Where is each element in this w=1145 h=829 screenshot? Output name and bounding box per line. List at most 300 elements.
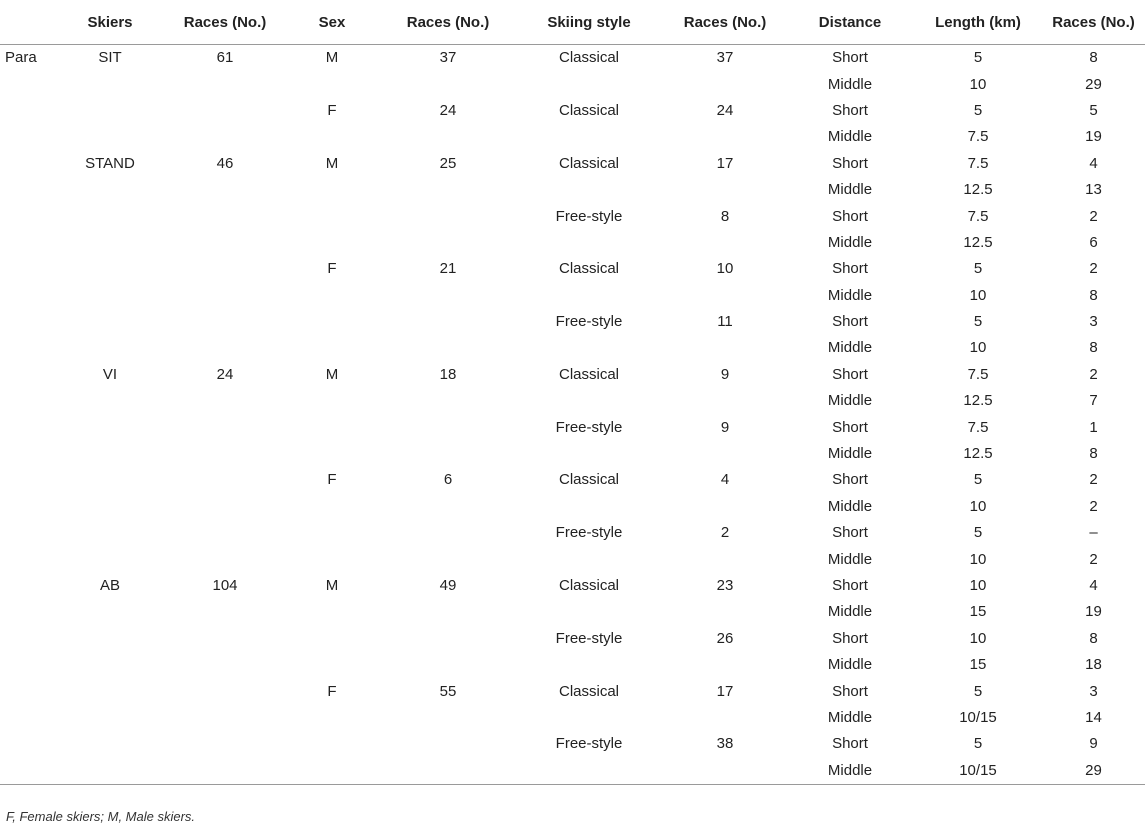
cell-col-distance: Short xyxy=(832,682,868,700)
cell-col-length: 5 xyxy=(973,101,983,119)
cell-col-distance: Short xyxy=(832,471,868,489)
cell-col-skiing-style: Free-style xyxy=(555,418,623,436)
cell-col-skiers-races xyxy=(168,177,282,203)
cell-col-skiers-races xyxy=(168,494,282,520)
cell-col-style-races: 23 xyxy=(716,577,734,594)
cell-col-skiers xyxy=(52,626,168,652)
cell-col-skiers xyxy=(52,309,168,335)
cell-col-style-races: 8 xyxy=(720,207,730,225)
header-col-length: Length (km) xyxy=(914,0,1042,45)
cell-col-skiing-style: Classical xyxy=(558,682,619,700)
cell-col-distance-races: 7 xyxy=(1089,392,1098,410)
cell-col-distance-races: – xyxy=(1089,524,1098,542)
cell-col-skiers xyxy=(52,203,168,229)
cell-col-distance-races: 4 xyxy=(1089,577,1098,594)
cell-col-length: 12.5 xyxy=(963,233,993,251)
cell-col-skiers-races: 24 xyxy=(216,365,234,383)
table-row xyxy=(0,573,1145,599)
cell-col-length: 5 xyxy=(973,735,983,753)
cell-col-sex-races xyxy=(382,309,514,335)
cell-col-sex-races xyxy=(382,731,514,757)
cell-col-skiers-races xyxy=(168,652,282,678)
cell-col-length: 7.5 xyxy=(967,154,989,172)
cell-col-skiers xyxy=(52,599,168,625)
cell-col-length: 10 xyxy=(969,629,987,647)
cell-col-sex: M xyxy=(325,365,339,383)
cell-col-distance: Short xyxy=(832,418,868,436)
cell-col-group xyxy=(0,573,52,599)
cell-col-sex-races xyxy=(382,546,514,572)
table-row xyxy=(0,731,1145,757)
table-row xyxy=(0,467,1145,493)
cell-col-distance-races: 19 xyxy=(1085,603,1102,621)
cell-col-skiing-style xyxy=(514,177,664,203)
cell-col-sex xyxy=(282,520,382,546)
table-row xyxy=(0,45,1145,72)
cell-col-skiing-style: Classical xyxy=(558,101,619,119)
cell-col-distance: Short xyxy=(832,629,868,647)
cell-col-sex xyxy=(282,626,382,652)
cell-col-sex: F xyxy=(327,471,337,489)
cell-col-group xyxy=(0,362,52,388)
cell-col-length: 10 xyxy=(969,339,987,357)
cell-col-distance: Short xyxy=(832,101,868,119)
cell-col-style-races: 17 xyxy=(716,682,734,700)
cell-col-style-races: 10 xyxy=(716,260,734,278)
cell-col-sex-races xyxy=(382,283,514,309)
cell-col-sex xyxy=(282,71,382,97)
cell-col-sex-races xyxy=(382,758,514,785)
cell-col-skiers-races xyxy=(168,203,282,229)
cell-col-sex-races: 21 xyxy=(439,260,457,278)
table-footnote: F, Female skiers; M, Male skiers. xyxy=(6,809,196,824)
cell-col-sex-races: 37 xyxy=(439,49,457,67)
cell-col-length: 7.5 xyxy=(967,365,989,383)
cell-col-group: Para xyxy=(5,49,37,67)
cell-col-distance-races: 19 xyxy=(1085,128,1102,146)
cell-col-group xyxy=(0,731,52,757)
cell-col-skiing-style: Free-style xyxy=(555,735,623,753)
cell-col-length: 5 xyxy=(973,260,983,278)
cell-col-distance-races: 2 xyxy=(1089,471,1098,489)
cell-col-skiing-style: Classical xyxy=(558,471,619,489)
cell-col-skiing-style: Free-style xyxy=(555,629,623,647)
cell-col-length: 10 xyxy=(969,75,987,93)
cell-col-skiers xyxy=(52,731,168,757)
cell-col-skiing-style xyxy=(514,283,664,309)
cell-col-skiers: SIT xyxy=(98,49,122,67)
cell-col-style-races: 9 xyxy=(720,418,730,436)
cell-col-skiers-races xyxy=(168,441,282,467)
table-body xyxy=(0,45,1145,785)
cell-col-skiers xyxy=(52,256,168,282)
table-row xyxy=(0,758,1145,785)
cell-col-style-races: 4 xyxy=(720,471,730,489)
cell-col-skiers xyxy=(52,335,168,361)
cell-col-length: 7.5 xyxy=(967,128,989,146)
cell-col-group xyxy=(0,203,52,229)
cell-col-skiing-style xyxy=(514,546,664,572)
cell-col-group xyxy=(0,520,52,546)
cell-col-skiing-style: Classical xyxy=(558,49,619,67)
cell-col-style-races xyxy=(664,230,786,256)
cell-col-skiers xyxy=(52,71,168,97)
cell-col-skiing-style xyxy=(514,652,664,678)
cell-col-group xyxy=(0,256,52,282)
cell-col-skiing-style xyxy=(514,230,664,256)
cell-col-group xyxy=(0,230,52,256)
cell-col-distance-races: 8 xyxy=(1089,49,1098,67)
cell-col-group xyxy=(0,71,52,97)
cell-col-skiers: STAND xyxy=(85,154,135,172)
cell-col-distance: Short xyxy=(832,577,868,594)
cell-col-sex: M xyxy=(325,577,339,594)
cell-col-distance-races: 8 xyxy=(1089,629,1098,647)
cell-col-distance-races: 8 xyxy=(1089,339,1098,357)
header-col-style-races: Races (No.) xyxy=(664,0,786,45)
cell-col-sex xyxy=(282,124,382,150)
cell-col-distance: Middle xyxy=(827,708,873,726)
cell-col-skiers xyxy=(52,758,168,785)
cell-col-sex-races xyxy=(382,494,514,520)
cell-col-distance-races: 1 xyxy=(1089,418,1098,436)
cell-col-distance: Short xyxy=(832,154,868,172)
cell-col-distance-races: 29 xyxy=(1042,758,1145,785)
table-row xyxy=(0,626,1145,652)
cell-col-sex: M xyxy=(325,154,339,172)
header-col-sex-races: Races (No.) xyxy=(382,0,514,45)
cell-col-skiers xyxy=(52,520,168,546)
table-row xyxy=(0,388,1145,414)
cell-col-skiers-races xyxy=(168,335,282,361)
cell-col-group xyxy=(0,546,52,572)
header-col-skiing-style: Skiing style xyxy=(514,0,664,45)
cell-col-skiers-races xyxy=(168,388,282,414)
cell-col-sex-races: 6 xyxy=(443,471,453,489)
cell-col-sex-races: 18 xyxy=(439,365,457,383)
cell-col-skiing-style xyxy=(514,758,664,785)
cell-col-sex-races xyxy=(382,520,514,546)
cell-col-sex xyxy=(282,758,382,785)
cell-col-skiers xyxy=(52,467,168,493)
cell-col-length: 10/15 xyxy=(959,708,997,726)
cell-col-distance: Short xyxy=(832,207,868,225)
cell-col-skiers xyxy=(52,388,168,414)
cell-col-distance: Middle xyxy=(827,656,873,674)
cell-col-length: 5 xyxy=(973,471,983,489)
cell-col-style-races xyxy=(664,546,786,572)
cell-col-group xyxy=(0,98,52,124)
cell-col-sex-races: 49 xyxy=(439,577,457,594)
cell-col-skiers xyxy=(52,98,168,124)
cell-col-group xyxy=(0,124,52,150)
cell-col-style-races xyxy=(664,124,786,150)
cell-col-skiers-races xyxy=(168,678,282,704)
table-row xyxy=(0,283,1145,309)
cell-col-group xyxy=(0,705,52,731)
cell-col-skiing-style xyxy=(514,705,664,731)
cell-col-length: 10 xyxy=(969,497,987,515)
table-row xyxy=(0,652,1145,678)
cell-col-length: 12.5 xyxy=(963,445,993,463)
cell-col-distance-races: 8 xyxy=(1089,286,1098,304)
table-row xyxy=(0,494,1145,520)
cell-col-length: 10 xyxy=(969,550,987,568)
cell-col-group xyxy=(0,335,52,361)
cell-col-sex xyxy=(282,546,382,572)
cell-col-skiers-races xyxy=(168,731,282,757)
cell-col-length: 10 xyxy=(969,286,987,304)
cell-col-distance: Middle xyxy=(827,497,873,515)
cell-col-sex xyxy=(282,177,382,203)
cell-col-skiers-races xyxy=(168,520,282,546)
table-row xyxy=(0,124,1145,150)
cell-col-skiers-races xyxy=(168,283,282,309)
cell-col-distance-races: 5 xyxy=(1089,101,1098,119)
cell-col-sex-races xyxy=(382,203,514,229)
cell-col-sex-races xyxy=(382,626,514,652)
cell-col-style-races xyxy=(664,177,786,203)
cell-col-distance: Middle xyxy=(827,445,873,463)
cell-col-sex xyxy=(282,494,382,520)
table-row xyxy=(0,705,1145,731)
cell-col-distance: Middle xyxy=(827,233,873,251)
cell-col-skiing-style xyxy=(514,599,664,625)
cell-col-style-races: 11 xyxy=(717,313,733,331)
cell-col-distance: Middle xyxy=(827,339,873,357)
cell-col-distance: Middle xyxy=(827,550,873,568)
table-row xyxy=(0,599,1145,625)
cell-col-distance: Middle xyxy=(827,286,873,304)
cell-col-sex-races: 25 xyxy=(439,154,457,172)
cell-col-sex xyxy=(282,335,382,361)
cell-col-group xyxy=(0,151,52,177)
cell-col-group xyxy=(0,758,52,785)
cell-col-length: 15 xyxy=(969,656,987,674)
cell-col-skiers xyxy=(52,177,168,203)
table-row xyxy=(0,520,1145,546)
cell-col-sex-races xyxy=(382,124,514,150)
cell-col-distance-races: 18 xyxy=(1085,656,1102,674)
cell-col-length: 12.5 xyxy=(963,392,993,410)
cell-col-sex: F xyxy=(327,260,337,278)
cell-col-sex xyxy=(282,388,382,414)
cell-col-skiing-style xyxy=(514,71,664,97)
cell-col-group xyxy=(0,177,52,203)
cell-col-skiing-style xyxy=(514,124,664,150)
cell-col-group xyxy=(0,494,52,520)
cell-col-style-races xyxy=(664,705,786,731)
cell-col-skiing-style: Classical xyxy=(558,577,619,594)
cell-col-skiing-style: Free-style xyxy=(555,524,623,542)
cell-col-sex-races xyxy=(382,599,514,625)
cell-col-group xyxy=(0,309,52,335)
cell-col-distance-races: 3 xyxy=(1089,313,1098,331)
cell-col-style-races: 37 xyxy=(716,49,734,67)
cell-col-sex-races: 55 xyxy=(439,682,457,700)
cell-col-sex xyxy=(282,599,382,625)
cell-col-skiers xyxy=(52,678,168,704)
table-row xyxy=(0,203,1145,229)
cell-col-skiers-races xyxy=(168,71,282,97)
cell-col-distance: Middle xyxy=(827,128,873,146)
cell-col-skiers xyxy=(52,124,168,150)
header-col-skiers: Skiers xyxy=(52,0,168,45)
cell-col-group xyxy=(0,599,52,625)
cell-col-skiing-style xyxy=(514,335,664,361)
cell-col-distance: Middle xyxy=(786,758,914,785)
cell-col-style-races: 9 xyxy=(720,365,730,383)
cell-col-style-races: 17 xyxy=(716,154,734,172)
cell-col-distance-races: 14 xyxy=(1085,708,1102,726)
cell-col-skiing-style: Classical xyxy=(558,260,619,278)
cell-col-distance-races: 29 xyxy=(1085,75,1102,93)
header-col-sex: Sex xyxy=(282,0,382,45)
table-row xyxy=(0,151,1145,177)
cell-col-sex-races xyxy=(382,652,514,678)
cell-col-distance-races: 8 xyxy=(1089,445,1098,463)
cell-col-distance: Short xyxy=(832,365,868,383)
cell-col-skiers xyxy=(52,230,168,256)
cell-col-skiers xyxy=(52,652,168,678)
cell-col-skiers-races xyxy=(168,256,282,282)
cell-col-distance-races: 2 xyxy=(1089,365,1098,383)
cell-col-sex-races xyxy=(382,441,514,467)
table-row xyxy=(0,362,1145,388)
header-col-skiers-races: Races (No.) xyxy=(168,0,282,45)
cell-col-skiers: AB xyxy=(99,577,120,594)
cell-col-style-races xyxy=(664,758,786,785)
cell-col-style-races xyxy=(664,441,786,467)
table-row xyxy=(0,546,1145,572)
cell-col-sex xyxy=(282,309,382,335)
cell-col-group xyxy=(0,652,52,678)
cell-col-distance-races: 2 xyxy=(1089,260,1098,278)
cell-col-skiing-style: Free-style xyxy=(555,207,623,225)
cell-col-group xyxy=(0,626,52,652)
cell-col-group xyxy=(0,467,52,493)
cell-col-distance: Short xyxy=(832,49,868,67)
cell-col-skiers-races xyxy=(168,546,282,572)
cell-col-skiers xyxy=(52,705,168,731)
cell-col-skiers xyxy=(52,441,168,467)
cell-col-distance: Middle xyxy=(827,75,873,93)
table-header-row xyxy=(0,0,1145,45)
cell-col-group xyxy=(0,414,52,440)
cell-col-sex-races xyxy=(382,177,514,203)
cell-col-skiers-races xyxy=(168,309,282,335)
cell-col-sex xyxy=(282,414,382,440)
cell-col-skiers-races xyxy=(168,626,282,652)
cell-col-skiing-style: Classical xyxy=(558,365,619,383)
cell-col-skiers xyxy=(52,546,168,572)
cell-col-style-races xyxy=(664,652,786,678)
cell-col-skiing-style xyxy=(514,388,664,414)
cell-col-skiers-races: 104 xyxy=(212,577,238,594)
cell-col-sex-races xyxy=(382,414,514,440)
cell-col-skiers-races xyxy=(168,467,282,493)
cell-col-distance: Middle xyxy=(827,181,873,199)
table-row xyxy=(0,71,1145,97)
cell-col-style-races xyxy=(664,599,786,625)
cell-col-skiers-races xyxy=(168,230,282,256)
cell-col-style-races: 38 xyxy=(716,735,734,753)
cell-col-skiers: VI xyxy=(102,365,118,383)
table-row xyxy=(0,256,1145,282)
cell-col-sex xyxy=(282,705,382,731)
cell-col-length: 7.5 xyxy=(967,207,989,225)
cell-col-length: 5 xyxy=(973,524,983,542)
cell-col-sex-races xyxy=(382,335,514,361)
cell-col-sex: F xyxy=(327,682,337,700)
table-row xyxy=(0,335,1145,361)
table-row xyxy=(0,177,1145,203)
cell-col-length: 5 xyxy=(973,49,983,67)
cell-col-length: 7.5 xyxy=(967,418,989,436)
table-row xyxy=(0,98,1145,124)
cell-col-sex xyxy=(282,441,382,467)
table-row xyxy=(0,441,1145,467)
cell-col-skiers xyxy=(52,414,168,440)
cell-col-skiing-style xyxy=(514,494,664,520)
cell-col-sex xyxy=(282,203,382,229)
cell-col-distance-races: 4 xyxy=(1089,154,1098,172)
cell-col-skiers-races xyxy=(168,98,282,124)
cell-col-distance-races: 6 xyxy=(1089,233,1098,251)
cell-col-style-races xyxy=(664,494,786,520)
cell-col-skiers-races xyxy=(168,705,282,731)
cell-col-distance: Short xyxy=(832,735,868,753)
table-row xyxy=(0,678,1145,704)
cell-col-style-races: 2 xyxy=(720,524,730,542)
cell-col-sex-races xyxy=(382,71,514,97)
cell-col-skiers xyxy=(52,494,168,520)
cell-col-length: 10/15 xyxy=(914,758,1042,785)
cell-col-style-races: 26 xyxy=(716,629,734,647)
cell-col-skiers-races xyxy=(168,599,282,625)
cell-col-sex xyxy=(282,731,382,757)
cell-col-sex xyxy=(282,652,382,678)
header-col-group xyxy=(0,0,52,45)
cell-col-distance-races: 2 xyxy=(1089,497,1098,515)
cell-col-skiers-races: 61 xyxy=(216,49,234,67)
table-row xyxy=(0,309,1145,335)
cell-col-skiers-races xyxy=(168,758,282,785)
cell-col-sex xyxy=(282,230,382,256)
cell-col-length: 5 xyxy=(973,682,983,700)
header-col-distance-races: Races (No.) xyxy=(1042,0,1145,45)
cell-col-length: 12.5 xyxy=(963,181,993,199)
cell-col-sex xyxy=(282,283,382,309)
cell-col-sex-races xyxy=(382,230,514,256)
cell-col-length: 10 xyxy=(969,577,987,594)
cell-col-skiing-style: Classical xyxy=(558,154,619,172)
cell-col-style-races xyxy=(664,283,786,309)
table-row xyxy=(0,230,1145,256)
cell-col-sex: M xyxy=(325,49,339,67)
cell-col-style-races xyxy=(664,71,786,97)
cell-col-sex-races xyxy=(382,705,514,731)
cell-col-skiers-races xyxy=(168,414,282,440)
cell-col-skiers xyxy=(52,283,168,309)
cell-col-skiing-style xyxy=(514,441,664,467)
cell-col-skiing-style: Free-style xyxy=(555,313,623,331)
cell-col-length: 5 xyxy=(973,313,983,331)
cell-col-distance: Short xyxy=(832,313,868,331)
cell-col-skiers-races xyxy=(168,124,282,150)
cell-col-sex-races: 24 xyxy=(439,101,457,119)
cell-col-distance-races: 2 xyxy=(1089,207,1098,225)
